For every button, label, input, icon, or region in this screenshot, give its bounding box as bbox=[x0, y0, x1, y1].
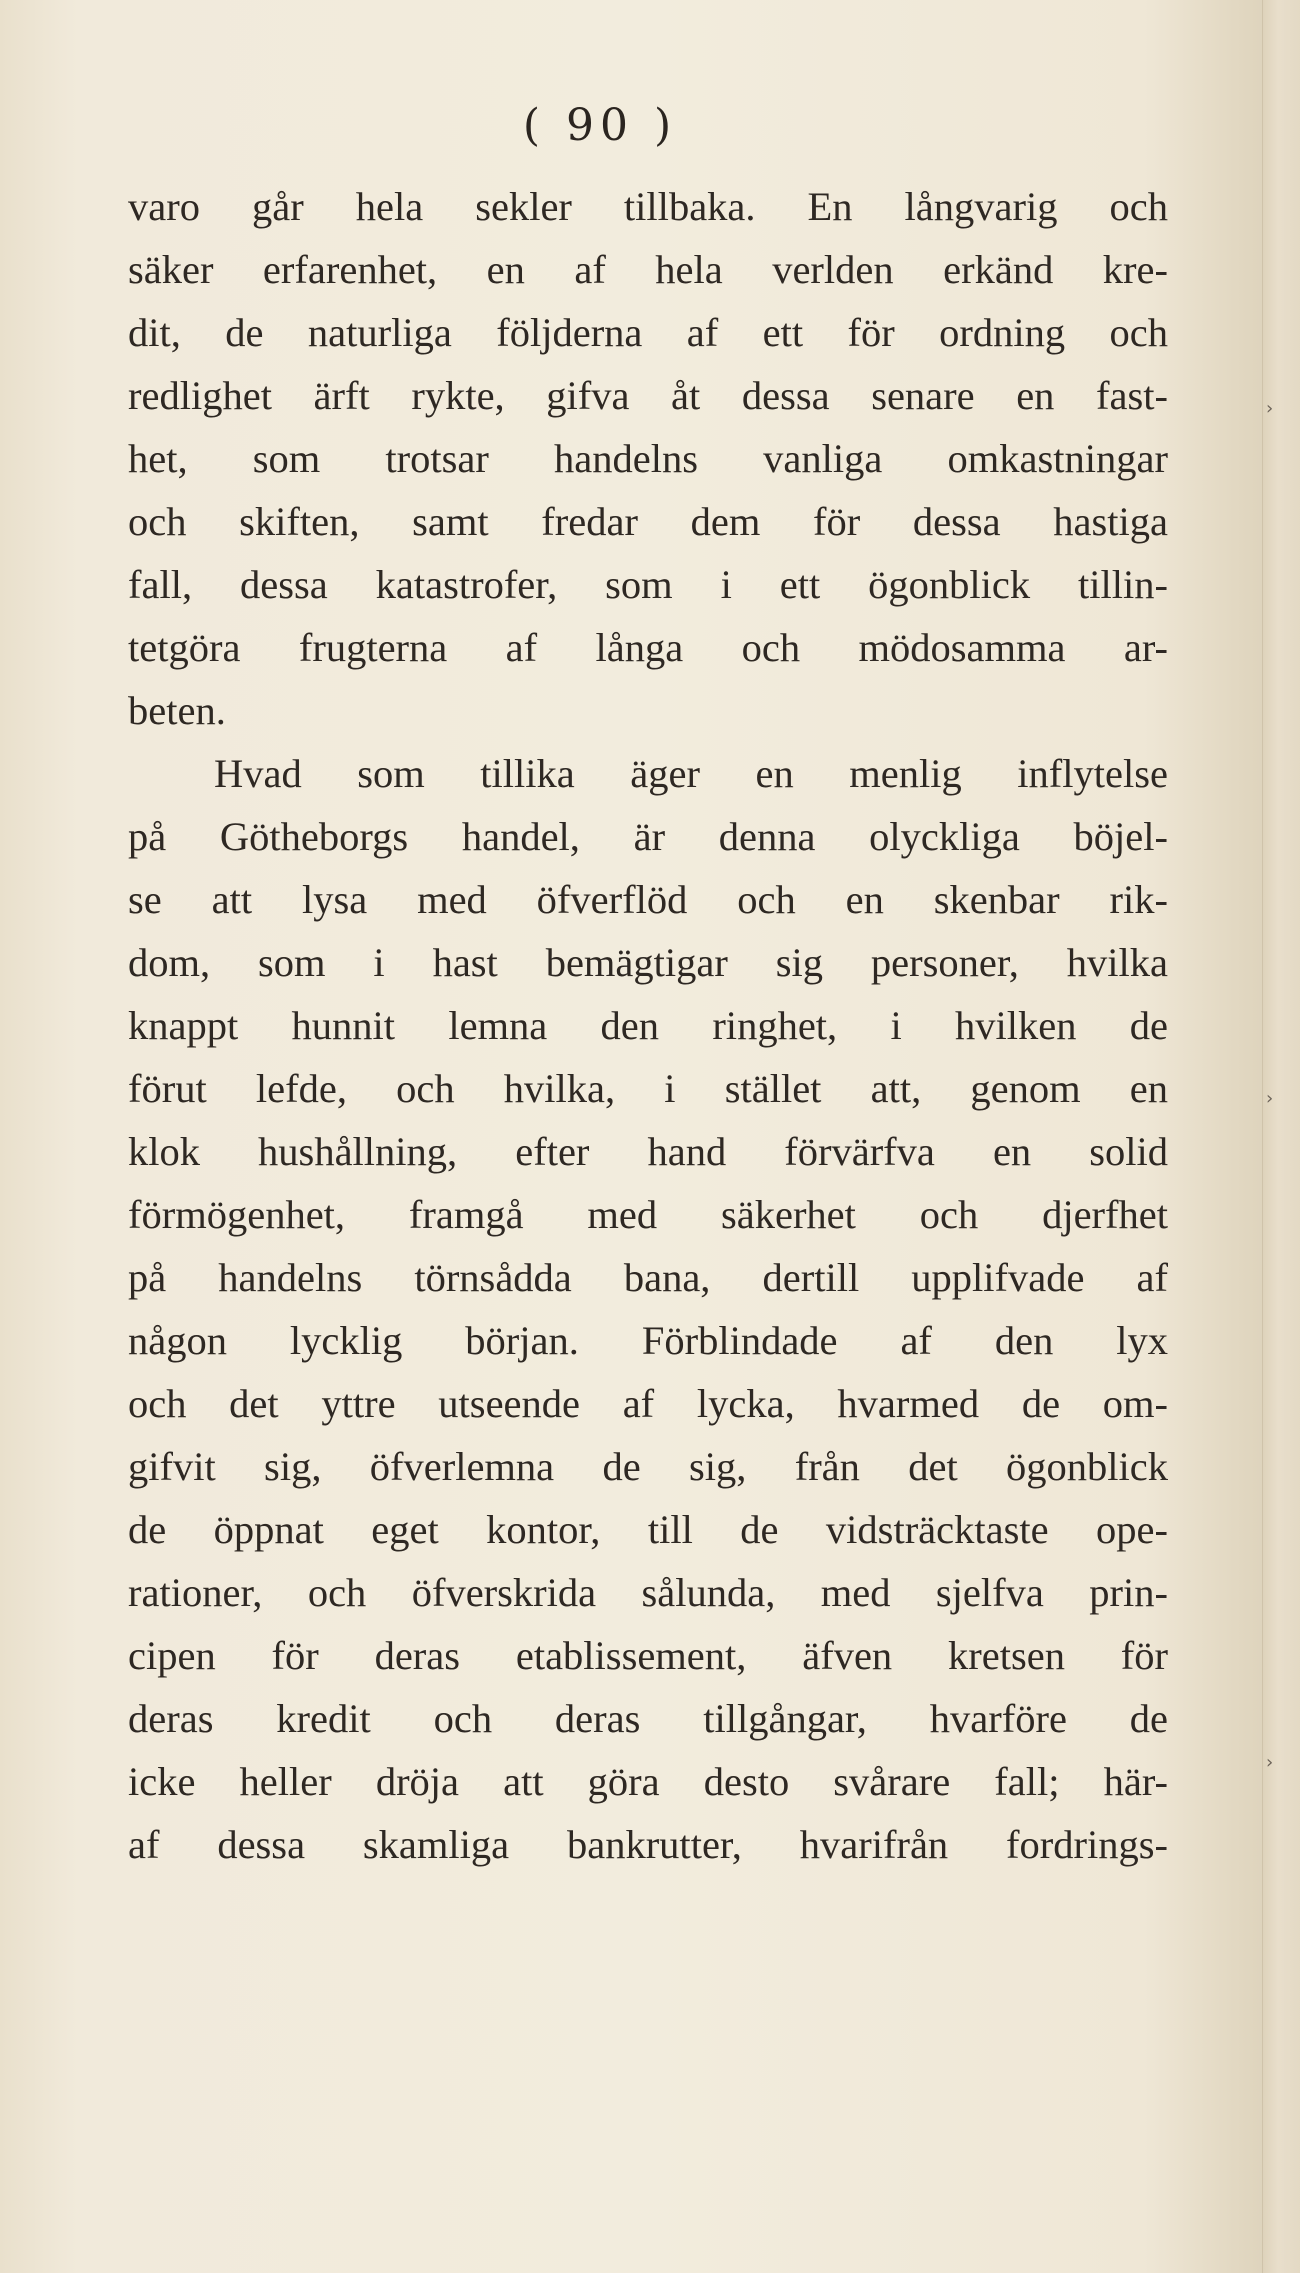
text-line: cipen för deras etablissement, äfven kretsen för bbox=[128, 1633, 1168, 1678]
text-line: het, som trotsar handelns vanliga omkastningar bbox=[128, 436, 1168, 481]
margin-mark-icon: › bbox=[1266, 398, 1274, 419]
text-line: rationer, och öfverskrida sålunda, med sjelfva prin- bbox=[128, 1570, 1168, 1615]
text-line: dit, de naturliga följderna af ett för ordning och bbox=[128, 310, 1168, 355]
text-line: deras kredit och deras tillgångar, hvarföre de bbox=[128, 1696, 1168, 1741]
text-line: gifvit sig, öfverlemna de sig, från det ögonblick bbox=[128, 1444, 1168, 1489]
text-line: förut lefde, och hvilka, i stället att, genom en bbox=[128, 1066, 1168, 1111]
text-line: se att lysa med öfverflöd och en skenbar rik- bbox=[128, 877, 1168, 922]
paragraph bbox=[128, 742, 1168, 1876]
text-line: de öppnat eget kontor, till de vidsträcktaste ope- bbox=[128, 1507, 1168, 1552]
text-line: säker erfarenhet, en af hela verlden erkänd kre- bbox=[128, 247, 1168, 292]
text-line: på Götheborgs handel, är denna olyckliga böjel- bbox=[128, 814, 1168, 859]
text-line: tetgöra frugterna af långa och mödosamma ar- bbox=[128, 625, 1168, 670]
text-line: icke heller dröja att göra desto svårare fall; här- bbox=[128, 1759, 1168, 1804]
text-line: någon lycklig början. Förblindade af den lyx bbox=[128, 1318, 1168, 1363]
text-line: varo går hela sekler tillbaka. En långvarig och bbox=[128, 184, 1168, 229]
text-line: dom, som i hast bemägtigar sig personer, hvilka bbox=[128, 940, 1168, 985]
text-line: Hvad som tillika äger en menlig inflytelse bbox=[214, 751, 1168, 796]
page-number-header: ( 90 ) bbox=[522, 100, 678, 151]
body-text bbox=[128, 175, 1168, 1876]
text-line: och det yttre utseende af lycka, hvarmed de om- bbox=[128, 1381, 1168, 1426]
text-line: beten. bbox=[128, 688, 226, 733]
page-gutter bbox=[1262, 0, 1300, 2273]
paragraph bbox=[128, 175, 1168, 742]
text-line: fall, dessa katastrofer, som i ett ögonblick tillin- bbox=[128, 562, 1168, 607]
text-line: förmögenhet, framgå med säkerhet och djerfhet bbox=[128, 1192, 1168, 1237]
margin-mark-icon: › bbox=[1266, 1088, 1274, 1109]
margin-mark-icon: › bbox=[1266, 1752, 1274, 1773]
text-line: klok hushållning, efter hand förvärfva en solid bbox=[128, 1129, 1168, 1174]
text-line: af dessa skamliga bankrutter, hvarifrån fordrings- bbox=[128, 1822, 1168, 1867]
text-line: knappt hunnit lemna den ringhet, i hvilken de bbox=[128, 1003, 1168, 1048]
text-line: och skiften, samt fredar dem för dessa hastiga bbox=[128, 499, 1168, 544]
text-line: på handelns törnsådda bana, dertill upplifvade af bbox=[128, 1255, 1168, 1300]
text-line: redlighet ärft rykte, gifva åt dessa senare en fast- bbox=[128, 373, 1168, 418]
